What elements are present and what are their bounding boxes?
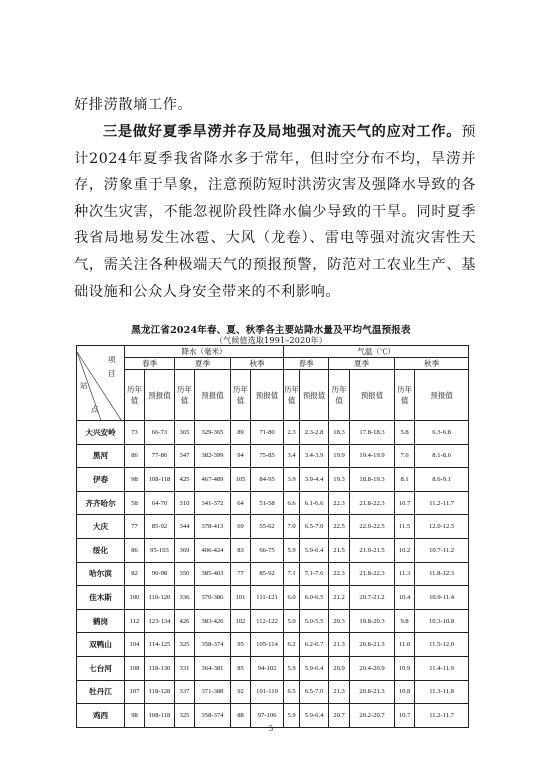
table-cell-p-sp-f: 108-118 [145,704,175,728]
table-cell-t-au-h: 10.9 [395,656,415,680]
table-cell-t-sp-f: 3.9-4.4 [300,468,329,492]
station-name: 七台河 [77,656,125,680]
table-cell-p-au-h: 105 [231,468,251,492]
station-name: 黑河 [77,444,125,468]
table-row [77,680,469,704]
paragraph-1 [74,92,476,119]
table-row [77,421,469,445]
table-cell-p-su-f: 467-489 [195,468,231,492]
header-hist: 历年值 [125,370,145,421]
table-cell-p-sp-f: 118-128 [145,680,175,704]
table-cell-t-sp-h: 5.9 [284,538,300,562]
table-cell-t-sp-h: 6.2 [284,633,300,657]
table-cell-t-su-f: 21.0-21.5 [350,538,395,562]
table-cell-p-su-f: 358-374 [195,704,231,728]
table-cell-t-sp-f: 6.2-6.7 [300,633,329,657]
table-cell-t-au-f: 10.3-10.8 [415,609,469,633]
table-cell-p-su-f: 364-381 [195,656,231,680]
table-cell-t-au-h: 10.8 [395,680,415,704]
header-pred: 预报值 [350,370,395,421]
table-cell-p-su-h: 426 [175,609,195,633]
table-cell-p-au-h: 85 [231,656,251,680]
table-cell-t-su-f: 21.8-22.3 [350,491,395,515]
page-number: 5 [269,724,273,733]
paragraph-2-body: 2024年夏季我省降水多于常年，但时空分布不均，旱涝并存，涝象重于旱象，注意预防短时洪涝灾害及强降水导致的各种次生灾害，不能忽视阶段性降水偏少导致的干旱。同时夏季我省局地易发生冰雹、大风（龙卷）、雷电等强对流灾害性天气，需关注各种极端天气的预报预警，防范对工农业生产、基础设施和公众人身安全带来的不利影响。 [74,150,476,300]
table-cell-p-au-h: 69 [231,515,251,539]
header-hist: 历年值 [329,370,350,421]
table-cell-p-sp-h: 82 [125,562,145,586]
table-cell-t-au-f: 11.8-12.3 [415,562,469,586]
header-temp: 气温（℃） [284,346,469,358]
table-cell-p-au-f: 66-75 [251,538,284,562]
table-cell-t-su-h: 21.3 [329,680,350,704]
table-cell-t-sp-f: 5.9-6.4 [300,538,329,562]
station-name: 大庆 [77,515,125,539]
header-pred: 预报值 [300,370,329,421]
station-name: 佳木斯 [77,586,125,610]
table-cell-t-sp-h: 6.0 [284,586,300,610]
table-cell-p-su-h: 425 [175,468,195,492]
table-corner-cell [77,346,125,421]
table-cell-t-au-f: 11.4-11.9 [415,656,469,680]
table-cell-t-au-f: 6.3-6.8 [415,421,469,445]
table-cell-t-au-h: 11.5 [395,515,415,539]
header-precip-autumn: 秋季 [231,358,284,370]
table-cell-p-sp-h: 86 [125,444,145,468]
table-cell-p-sp-f: 110-120 [145,586,175,610]
header-hist: 历年值 [175,370,195,421]
table-cell-p-su-h: 336 [175,586,195,610]
table-cell-p-sp-f: 118-130 [145,656,175,680]
table-cell-t-au-h: 9.8 [395,609,415,633]
table-cell-t-su-h: 21.3 [329,633,350,657]
table-cell-p-au-h: 89 [231,421,251,445]
table-cell-t-su-h: 19.3 [329,468,350,492]
corner-label-mu: 目 [108,369,116,378]
header-temp-autumn: 秋季 [395,358,469,370]
table-cell-p-au-h: 83 [231,538,251,562]
station-name: 齐齐哈尔 [77,491,125,515]
table-cell-p-su-f: 383-426 [195,609,231,633]
table-cell-p-sp-f: 108-118 [145,468,175,492]
header-pred: 预报值 [145,370,175,421]
header-pred: 预报值 [251,370,284,421]
paragraph-2-lead: 三是做好夏季旱涝并存及局地强对流天气的应对工作。 [103,124,462,140]
table-cell-t-su-f: 22.0-22.5 [350,515,395,539]
table-cell-p-au-h: 77 [231,562,251,586]
table-cell-t-sp-h: 7.0 [284,515,300,539]
table-cell-t-su-f: 20.8-21.3 [350,680,395,704]
station-name: 鸡西 [77,704,125,728]
table-cell-p-sp-h: 77 [125,515,145,539]
table-cell-p-sp-h: 73 [125,421,145,445]
table-cell-t-au-h: 8.1 [395,468,415,492]
forecast-table [76,345,469,728]
table-cell-t-su-f: 19.4-19.9 [350,444,395,468]
table-cell-t-su-f: 20.7-21.2 [350,586,395,610]
table-cell-t-au-h: 10.7 [395,704,415,728]
station-name: 伊春 [77,468,125,492]
table-cell-p-sp-h: 112 [125,609,145,633]
table-cell-t-su-f: 20.4-20.9 [350,656,395,680]
table-cell-t-au-f: 8.6-9.1 [415,468,469,492]
table-cell-p-su-f: 371-388 [195,680,231,704]
corner-label-item: 项 [108,355,116,364]
table-cell-t-au-f: 11.5-12.0 [415,633,469,657]
table-cell-p-su-h: 337 [175,680,195,704]
table-cell-p-au-f: 55-62 [251,515,284,539]
table-cell-p-su-h: 310 [175,491,195,515]
table-cell-p-su-h: 344 [175,515,195,539]
header-temp-summer: 夏季 [329,358,395,370]
table-cell-p-su-f: 329-365 [195,421,231,445]
table-row [77,515,469,539]
table-cell-t-au-f: 8.1-8.6 [415,444,469,468]
table-cell-p-sp-f: 85-92 [145,515,175,539]
table-row [77,633,469,657]
paragraph-1-text: 好排涝散墒工作。 [74,97,193,113]
station-name: 鹤岗 [77,609,125,633]
table-row [77,586,469,610]
table-cell-t-su-f: 20.2-20.7 [350,704,395,728]
table-cell-p-su-f: 378-413 [195,515,231,539]
table-cell-t-au-f: 12.0-12.5 [415,515,469,539]
corner-label-station: 站 [80,381,88,390]
table-cell-p-sp-h: 100 [125,586,145,610]
header-hist: 历年值 [395,370,415,421]
table-cell-p-au-f: 71-80 [251,421,284,445]
header-precip: 降水（毫米） [125,346,284,358]
table-cell-t-sp-f: 3.4-3.9 [300,444,329,468]
table-cell-t-au-h: 10.2 [395,538,415,562]
table-cell-t-su-h: 21.5 [329,538,350,562]
table-cell-t-sp-f: 6.0-6.5 [300,586,329,610]
table-cell-t-sp-f: 5.9-6.4 [300,656,329,680]
station-name: 牡丹江 [77,680,125,704]
table-cell-p-su-f: 385-403 [195,562,231,586]
table-cell-p-su-h: 347 [175,444,195,468]
table-cell-p-sp-h: 98 [125,468,145,492]
corner-label-dian: 点 [91,405,99,414]
table-cell-t-su-h: 22.5 [329,515,350,539]
table-cell-t-au-f: 10.7-11.2 [415,538,469,562]
table-cell-p-sp-f: 66-73 [145,421,175,445]
table-row [77,468,469,492]
table-cell-p-au-f: 111-121 [251,586,284,610]
table-cell-p-au-h: 88 [231,704,251,728]
table-cell-p-sp-h: 98 [125,704,145,728]
table-cell-p-au-f: 75-85 [251,444,284,468]
table-cell-t-su-h: 18.3 [329,421,350,445]
header-precip-spring: 春季 [125,358,175,370]
table-cell-t-sp-h: 6.6 [284,491,300,515]
table-cell-t-su-h: 22.3 [329,562,350,586]
header-pred: 预报值 [195,370,231,421]
table-row [77,656,469,680]
table-cell-p-sp-f: 64-70 [145,491,175,515]
table-cell-p-su-h: 350 [175,562,195,586]
table-cell-t-au-h: 7.6 [395,444,415,468]
table-cell-t-su-f: 20.8-21.3 [350,633,395,657]
table-row [77,609,469,633]
table-row [77,538,469,562]
table-cell-p-au-h: 94 [231,444,251,468]
table-cell-t-su-h: 21.2 [329,586,350,610]
table-cell-t-sp-h: 3.4 [284,444,300,468]
table-cell-p-sp-h: 107 [125,680,145,704]
table-row [77,444,469,468]
table-cell-p-au-f: 84-95 [251,468,284,492]
table-cell-t-sp-f: 6.1-6.6 [300,491,329,515]
table-cell-t-sp-h: 3.9 [284,468,300,492]
table-cell-t-su-h: 20.9 [329,656,350,680]
table-cell-t-au-f: 11.3-11.8 [415,680,469,704]
table-cell-t-sp-f: 5.0-5.5 [300,609,329,633]
table-title: 黑龙江省2024年春、夏、秋季各主要站降水量及平均气温预报表 [131,325,411,336]
table-cell-t-au-f: 10.9-11.4 [415,586,469,610]
table-cell-p-sp-h: 104 [125,633,145,657]
table-cell-p-su-h: 365 [175,421,195,445]
table-subtitle: （气候值选取1991–2020年） [214,336,328,345]
table-cell-t-au-h: 10.4 [395,586,415,610]
table-cell-t-su-f: 18.8-19.3 [350,468,395,492]
table-cell-p-sp-f: 90-98 [145,562,175,586]
table-cell-t-su-f: 21.8-22.3 [350,562,395,586]
table-cell-t-sp-h: 5.0 [284,609,300,633]
table-cell-p-su-h: 325 [175,633,195,657]
table-cell-t-au-h: 5.8 [395,421,415,445]
table-cell-p-sp-h: 86 [125,538,145,562]
table-cell-t-au-h: 10.7 [395,491,415,515]
table-cell-t-sp-f: 2.3-2.8 [300,421,329,445]
table-cell-t-sp-f: 6.5-7.0 [300,515,329,539]
table-cell-t-sp-h: 5.9 [284,656,300,680]
table-cell-p-au-f: 97-106 [251,704,284,728]
station-name: 哈尔滨 [77,562,125,586]
table-cell-t-sp-f: 7.1-7.6 [300,562,329,586]
table-cell-t-sp-h: 2.3 [284,421,300,445]
table-cell-p-su-f: 341-372 [195,491,231,515]
table-cell-p-au-h: 101 [231,586,251,610]
station-name: 绥化 [77,538,125,562]
table-cell-p-au-f: 112-122 [251,609,284,633]
table-cell-p-au-f: 101-110 [251,680,284,704]
table-cell-t-au-f: 11.2-11.7 [415,491,469,515]
table-cell-p-su-f: 406-424 [195,538,231,562]
table-cell-t-sp-f: 5.9-6.4 [300,704,329,728]
table-row [77,491,469,515]
table-cell-t-su-f: 17.8-18.3 [350,421,395,445]
table-cell-t-su-h: 20.3 [329,609,350,633]
paragraph-2 [74,119,476,305]
table-cell-p-au-h: 95 [231,633,251,657]
header-hist: 历年值 [231,370,251,421]
station-name: 双鸭山 [77,633,125,657]
table-cell-p-au-h: 92 [231,680,251,704]
table-cell-p-su-h: 369 [175,538,195,562]
table-cell-p-au-h: 64 [231,491,251,515]
table-cell-t-su-h: 19.9 [329,444,350,468]
table-cell-p-su-f: 382-399 [195,444,231,468]
table-cell-t-sp-h: 7.1 [284,562,300,586]
header-hist: 历年值 [284,370,300,421]
table-cell-t-su-h: 22.3 [329,491,350,515]
table-cell-t-sp-f: 6.5-7.0 [300,680,329,704]
table-cell-t-au-f: 11.2-11.7 [415,704,469,728]
table-cell-p-sp-f: 114-125 [145,633,175,657]
table-cell-p-au-h: 102 [231,609,251,633]
header-precip-summer: 夏季 [175,358,231,370]
table-cell-p-su-f: 358-374 [195,633,231,657]
header-temp-spring: 春季 [284,358,329,370]
table-cell-t-su-h: 20.7 [329,704,350,728]
table-cell-t-au-h: 11.0 [395,633,415,657]
table-cell-p-au-f: 105-114 [251,633,284,657]
table-cell-p-su-f: 370-386 [195,586,231,610]
table-cell-p-su-h: 331 [175,656,195,680]
table-cell-p-sp-f: 77-86 [145,444,175,468]
table-cell-t-sp-h: 5.9 [284,704,300,728]
header-pred: 预报值 [415,370,469,421]
table-cell-p-su-h: 325 [175,704,195,728]
table-cell-t-su-f: 19.8-20.3 [350,609,395,633]
paragraph-2-lead-tail: 预计 [74,124,476,167]
table-cell-p-sp-h: 58 [125,491,145,515]
table-cell-t-sp-h: 6.5 [284,680,300,704]
table-cell-t-au-h: 11.3 [395,562,415,586]
table-cell-p-au-f: 94-102 [251,656,284,680]
table-cell-p-au-f: 85-92 [251,562,284,586]
table-cell-p-au-f: 51-58 [251,491,284,515]
table-row [77,562,469,586]
table-cell-p-sp-f: 95-103 [145,538,175,562]
table-cell-p-sp-h: 108 [125,656,145,680]
station-name: 大兴安岭 [77,421,125,445]
table-cell-p-sp-f: 123-134 [145,609,175,633]
